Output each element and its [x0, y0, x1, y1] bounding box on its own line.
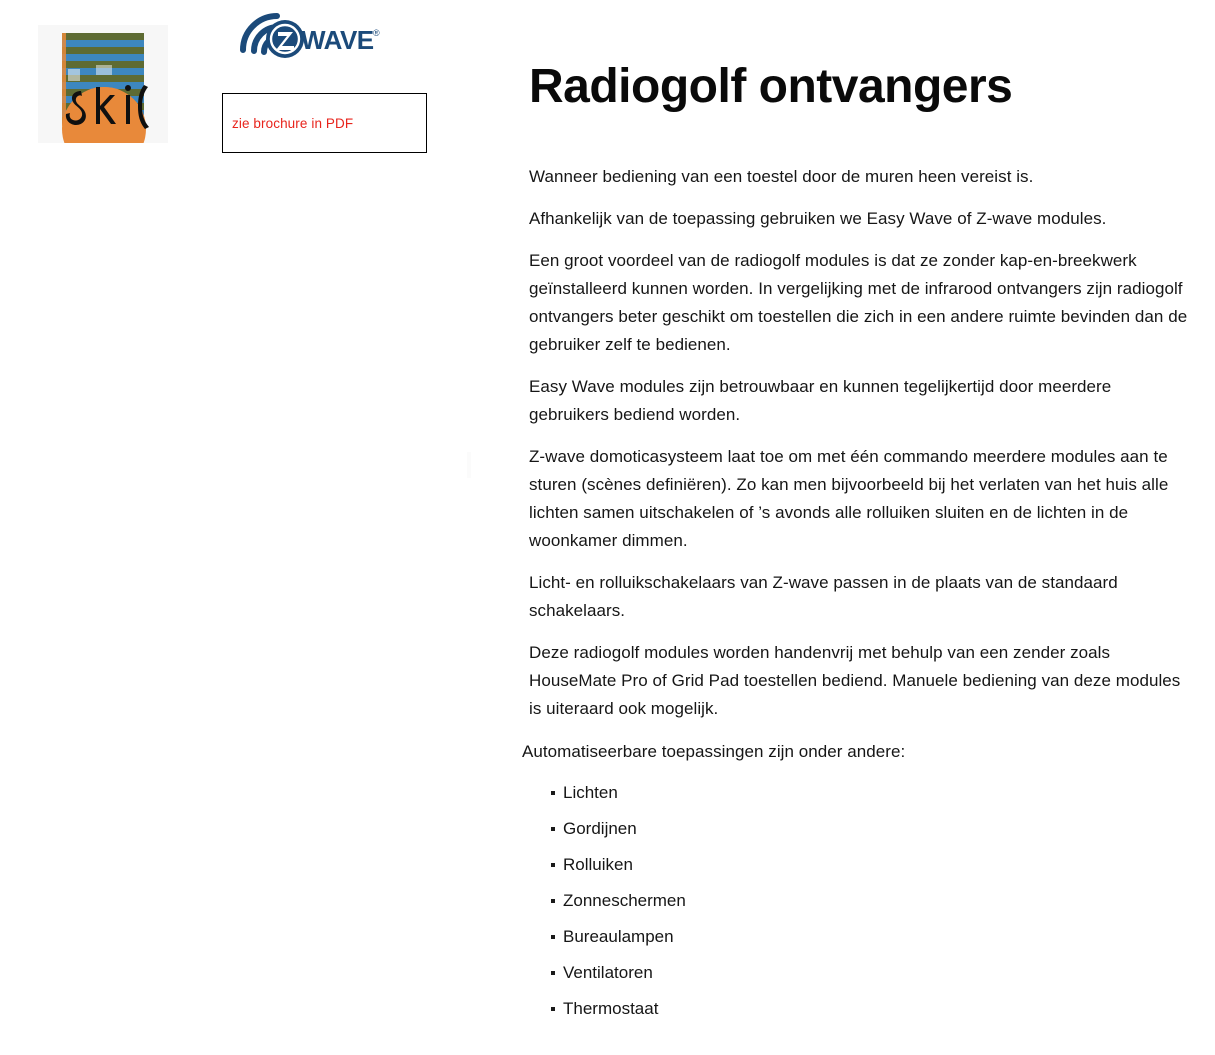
- site-logo[interactable]: [38, 25, 168, 143]
- list-item: [529, 926, 1189, 948]
- list-item: [529, 854, 1189, 876]
- square-bullet-icon: [551, 899, 555, 903]
- paragraph-3: Een groot voordeel van de radiogolf modules is dat ze zonder kap-en-breekwerk geïnstalleerd kunnen worden. In vergelijking met de infrarood ontvangers zijn radiogolf ontvangers beter geschikt om toestellen die zich in een andere ruimte bevinden dan de gebruiker zelf te bedienen.: [529, 251, 1188, 354]
- paragraph-5: Z-wave domoticasysteem laat toe om met één commando meerdere modules aan te sturen (scènes definiëren). Zo kan men bijvoorbeeld bij het verlaten van het huis alle lichten samen uitschakelen of ’s avonds alle rolluiken sluiten en de lichten in de woonkamer dimmen.: [529, 447, 1169, 550]
- list-item: [529, 962, 1189, 984]
- list-intro: Automatiseerbare toepassingen zijn onder andere:: [522, 742, 906, 761]
- list-item: [529, 998, 1189, 1020]
- sidebar-column: [0, 0, 500, 1055]
- list-item: [529, 818, 1189, 840]
- list-item-label: Gordijnen: [563, 819, 637, 838]
- paragraph-7: Deze radiogolf modules worden handenvrij met behulp van een zender zoals HouseMate Pro of Grid Pad toestellen bediend. Manuele bediening van deze modules is uiteraard ook mogelijk.: [529, 643, 1181, 718]
- z-wave-logo-graphic: [233, 6, 383, 62]
- list-item-label: Thermostaat: [563, 999, 659, 1018]
- brochure-box[interactable]: [222, 93, 427, 153]
- square-bullet-icon: [551, 827, 555, 831]
- square-bullet-icon: [551, 935, 555, 939]
- brochure-pdf-link[interactable]: zie brochure in PDF: [232, 116, 354, 131]
- square-bullet-icon: [551, 1007, 555, 1011]
- square-bullet-icon: [551, 791, 555, 795]
- svg-text:®: ®: [373, 28, 380, 38]
- content-column: [500, 0, 1215, 1055]
- list-item-label: Rolluiken: [563, 855, 633, 874]
- list-item: [529, 782, 1189, 804]
- body-copy: [522, 163, 1189, 1034]
- skil-sun-logo: [38, 25, 168, 143]
- page-title: Radiogolf ontvangers: [529, 60, 1013, 113]
- list-item-label: Zonneschermen: [563, 891, 686, 910]
- automation-list: [529, 782, 1189, 1020]
- list-item-label: Ventilatoren: [563, 963, 653, 982]
- square-bullet-icon: [551, 971, 555, 975]
- list-item-label: Lichten: [563, 783, 618, 802]
- list-item-label: Bureaulampen: [563, 927, 674, 946]
- square-bullet-icon: [551, 863, 555, 867]
- list-item: [529, 890, 1189, 912]
- svg-text:WAVE: WAVE: [301, 25, 374, 55]
- gutter-artifact: [467, 452, 471, 478]
- z-wave-logo[interactable]: [233, 6, 383, 62]
- paragraph-4: Easy Wave modules zijn betrouwbaar en kunnen tegelijkertijd door meerdere gebruikers bediend worden.: [529, 377, 1112, 424]
- paragraph-6: Licht- en rolluikschakelaars van Z-wave passen in de plaats van de standaard schakelaars.: [529, 573, 1118, 620]
- paragraph-1: Wanneer bediening van een toestel door de muren heen vereist is.: [529, 167, 1034, 186]
- paragraph-2: Afhankelijk van de toepassing gebruiken we Easy Wave of Z-wave modules.: [529, 209, 1107, 228]
